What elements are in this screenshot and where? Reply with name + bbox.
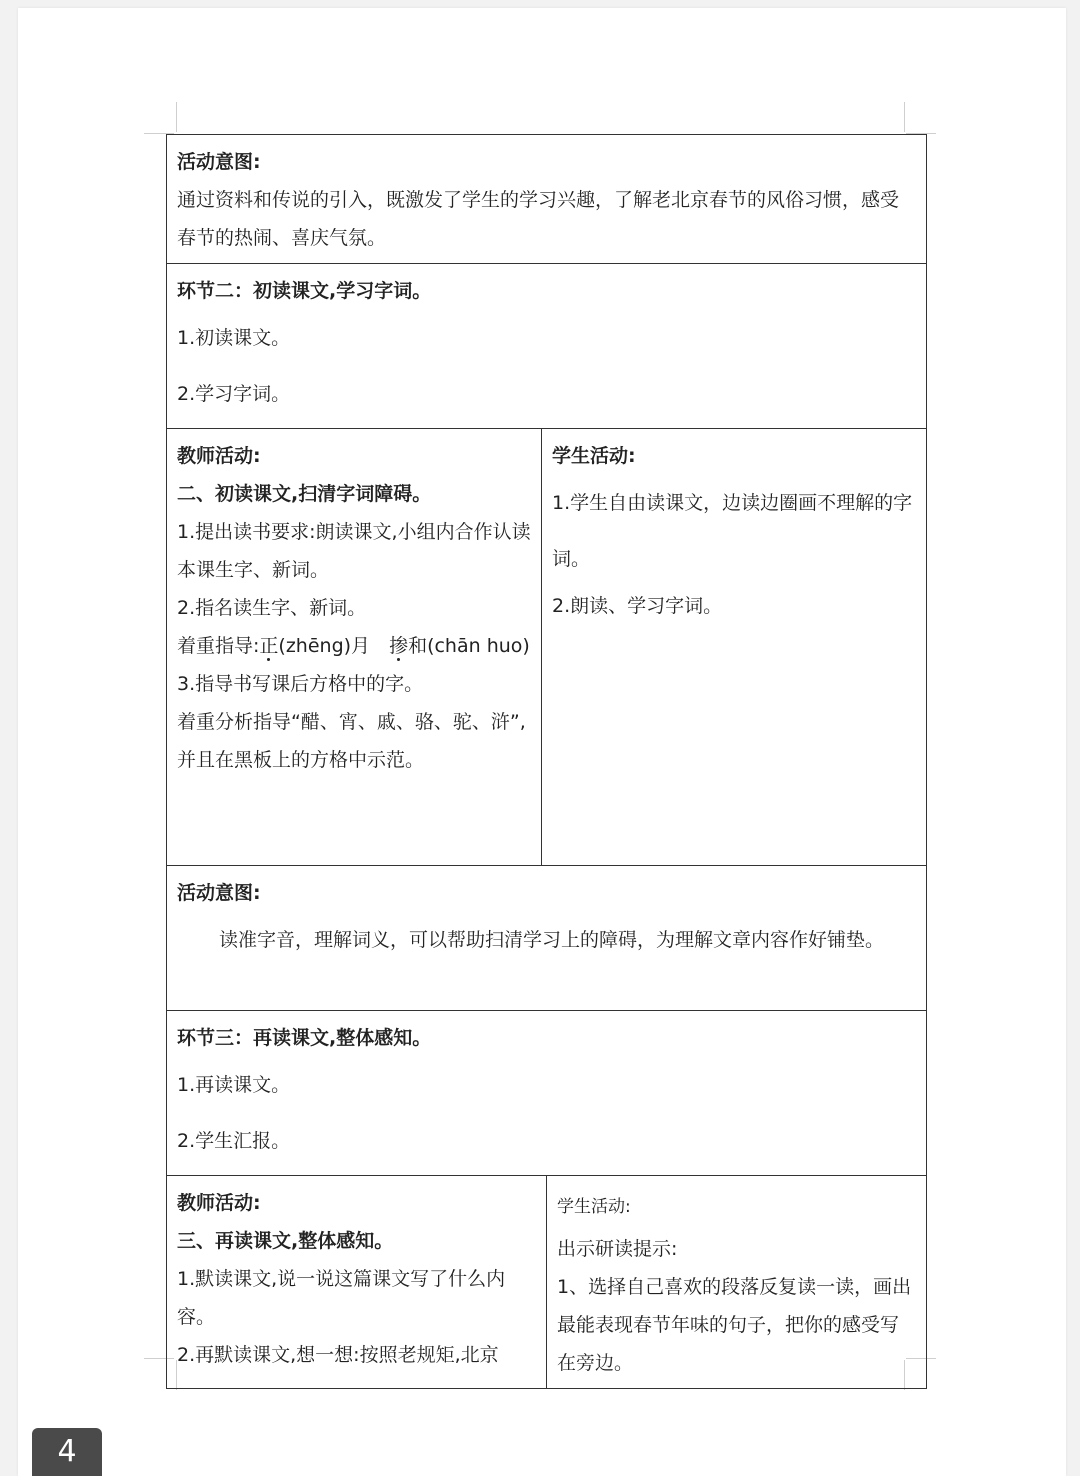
intent-cell bbox=[167, 866, 927, 1011]
teacher-activity-cell bbox=[167, 1176, 547, 1389]
step-cell bbox=[167, 264, 927, 429]
teacher-activity-cell bbox=[167, 429, 542, 866]
teacher-label: 教师活动: bbox=[177, 1192, 261, 1214]
intent-title: 活动意图: bbox=[177, 151, 261, 173]
step-cell bbox=[167, 1011, 927, 1176]
teacher-heading: 二、初读课文,扫清字词障碍。 bbox=[177, 483, 432, 505]
teacher-step: 1.提出读书要求:朗读课文,小组内合作认读本课生字、新词。 bbox=[177, 521, 531, 581]
student-hint: 出示研读提示: bbox=[557, 1238, 678, 1260]
teacher-step: 1.默读课文,说一说这篇课文写了什么内容。 bbox=[177, 1268, 506, 1328]
page-number-badge: 4 bbox=[32, 1428, 102, 1476]
pinyin-text: (zhēng)月 bbox=[278, 635, 390, 657]
teacher-step: 2.指名读生字、新词。 bbox=[177, 597, 367, 619]
intent-text: 通过资料和传说的引入，既激发了学生的学习兴趣，了解老北京春节的风俗习惯，感受春节的热闹、喜庆气氛。 bbox=[177, 189, 900, 249]
teacher-step: 2.再默读课文,想一想:按照老规矩,北京 bbox=[177, 1344, 499, 1366]
guide-prefix: 着重指导: bbox=[177, 635, 260, 657]
emphasized-char: 正 bbox=[259, 627, 278, 665]
step-item: 2.学生汇报。 bbox=[177, 1130, 291, 1152]
teacher-step: 着重分析指导“醋、宵、戚、骆、驼、浒”,并且在黑板上的方格中示范。 bbox=[177, 711, 526, 771]
table-row bbox=[167, 866, 927, 1011]
pinyin-text: 和(chān huo) bbox=[408, 635, 530, 657]
student-step: 2.朗读、学习字词。 bbox=[552, 595, 723, 617]
pronunciation-guide bbox=[177, 627, 531, 665]
teacher-label: 教师活动: bbox=[177, 445, 261, 467]
table-row bbox=[167, 264, 927, 429]
student-label: 学生活动: bbox=[557, 1197, 631, 1217]
crop-mark bbox=[176, 102, 177, 132]
intent-title: 活动意图: bbox=[177, 882, 261, 904]
intent-cell bbox=[167, 135, 927, 264]
teacher-step: 3.指导书写课后方格中的字。 bbox=[177, 673, 424, 695]
table-row bbox=[167, 429, 927, 866]
student-label: 学生活动: bbox=[552, 445, 636, 467]
step-item: 1.再读课文。 bbox=[177, 1074, 291, 1096]
student-activity-cell bbox=[542, 429, 927, 866]
student-activity-cell bbox=[547, 1176, 927, 1389]
student-step: 1、选择自己喜欢的段落反复读一读，画出最能表现春节年味的句子，把你的感受写在旁边。 bbox=[557, 1276, 912, 1374]
table-row bbox=[167, 1011, 927, 1176]
step-title: 环节三：再读课文,整体感知。 bbox=[177, 1027, 432, 1049]
table-row bbox=[167, 135, 927, 264]
student-step: 1.学生自由读课文，边读边圈画不理解的字词。 bbox=[552, 492, 913, 570]
crop-mark bbox=[904, 102, 905, 132]
step-title: 环节二：初读课文,学习字词。 bbox=[177, 280, 432, 302]
emphasized-char: 掺 bbox=[389, 627, 408, 665]
lesson-plan-table bbox=[166, 134, 927, 1389]
step-item: 1.初读课文。 bbox=[177, 327, 291, 349]
teacher-heading: 三、再读课文,整体感知。 bbox=[177, 1230, 394, 1252]
table-row bbox=[167, 1176, 927, 1389]
intent-text: 读准字音，理解词义，可以帮助扫清学习上的障碍，为理解文章内容作好铺垫。 bbox=[219, 929, 885, 951]
step-item: 2.学习字词。 bbox=[177, 383, 291, 405]
